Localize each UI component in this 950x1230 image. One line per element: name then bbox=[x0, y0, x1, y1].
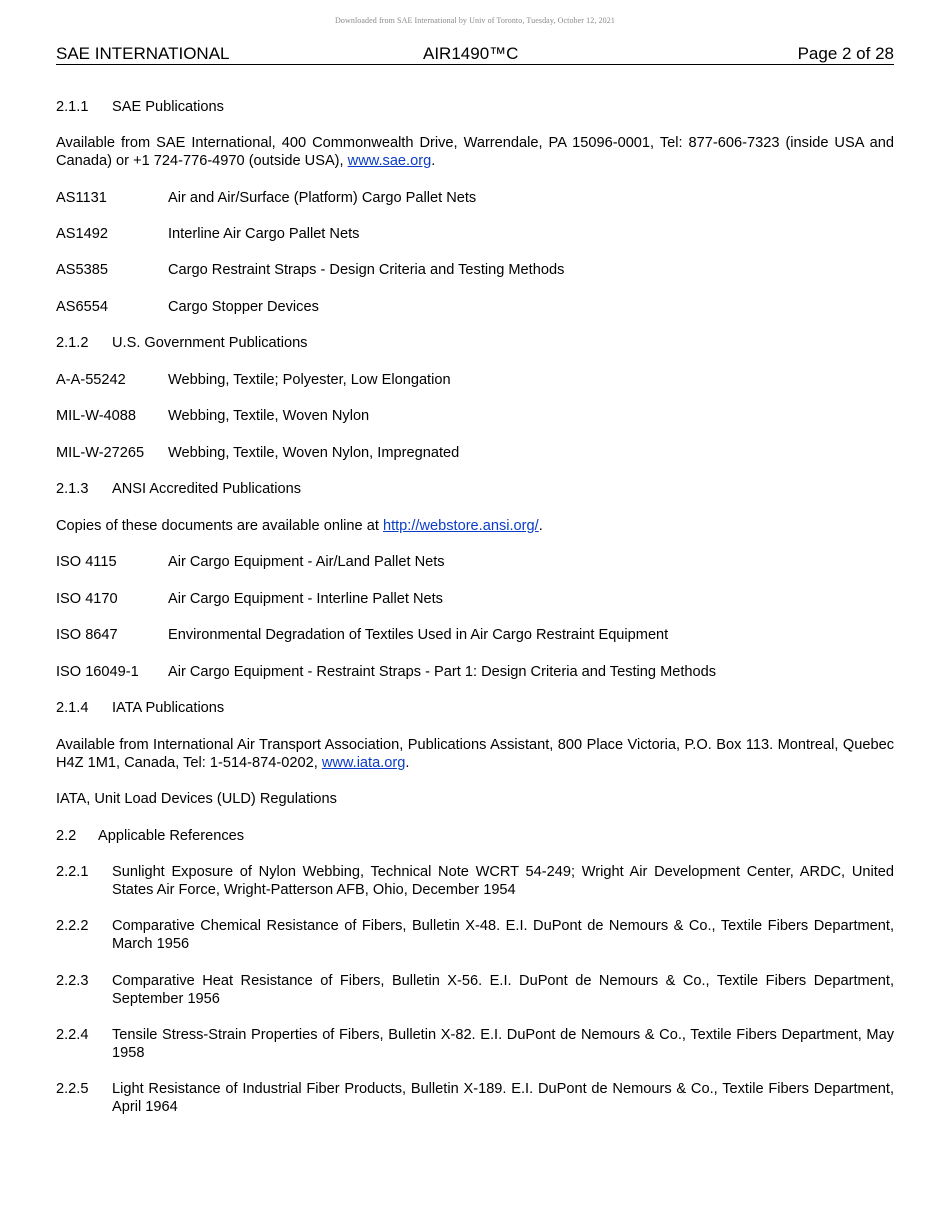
reference-number: 2.2.5 bbox=[56, 1081, 89, 1097]
paragraph-text: Available from SAE International, 400 Commonwealth Drive, Warrendale, PA 15096-0001, Tel: 877-606-7323 (inside USA and Canada) or +1 724-776-4970 (outside USA), bbox=[56, 135, 894, 169]
section-title: Applicable References bbox=[98, 828, 245, 844]
publication-title: Webbing, Textile; Polyester, Low Elongation bbox=[168, 372, 451, 388]
sae-availability-paragraph bbox=[56, 134, 894, 170]
section-number: 2.1.1 bbox=[56, 99, 89, 115]
section-number: 2.1.2 bbox=[56, 335, 89, 351]
publication-title: Air Cargo Equipment - Air/Land Pallet Nets bbox=[168, 554, 445, 570]
publication-code: MIL-W-4088 bbox=[56, 408, 137, 424]
publication-title: Cargo Stopper Devices bbox=[168, 299, 319, 315]
reference-text: Light Resistance of Industrial Fiber Products, Bulletin X-189. E.I. DuPont de Nemours & Co., Textile Fibers Department, April 1964 bbox=[112, 1081, 894, 1115]
publication-code: AS5385 bbox=[56, 262, 108, 278]
publication-title: Air and Air/Surface (Platform) Cargo Pallet Nets bbox=[168, 190, 477, 206]
paragraph-end: . bbox=[405, 755, 410, 771]
ansi-webstore-link[interactable]: http://webstore.ansi.org/ bbox=[382, 518, 539, 534]
paragraph-text: Available from International Air Transport Association, Publications Assistant, 800 Place Victoria, P.O. Box 113. Montreal, Quebec H4Z 1M1, Canada, Tel: 1-514-874-0202, bbox=[56, 737, 894, 771]
publisher-name: SAE INTERNATIONAL bbox=[56, 44, 230, 63]
reference-text: Comparative Heat Resistance of Fibers, Bulletin X-56. E.I. DuPont de Nemours & Co., Textile Fibers Department, September 1956 bbox=[112, 973, 894, 1007]
document-id: AIR1490™C bbox=[423, 44, 519, 63]
publication-title: Air Cargo Equipment - Restraint Straps - Part 1: Design Criteria and Testing Methods bbox=[168, 664, 717, 680]
publication-title: Environmental Degradation of Textiles Used in Air Cargo Restraint Equipment bbox=[168, 627, 669, 643]
section-title: IATA Publications bbox=[112, 700, 225, 716]
reference-number: 2.2.1 bbox=[56, 864, 89, 880]
sae-website-link[interactable]: www.sae.org bbox=[347, 153, 432, 169]
publication-code: AS6554 bbox=[56, 299, 108, 315]
section-title: ANSI Accredited Publications bbox=[112, 481, 302, 497]
iata-availability-paragraph bbox=[56, 736, 894, 772]
reference-item bbox=[56, 863, 894, 899]
reference-text: Sunlight Exposure of Nylon Webbing, Technical Note WCRT 54-249; Wright Air Development Center, ARDC, United States Air Force, Wright-Patterson AFB, Ohio, December 1954 bbox=[112, 864, 894, 898]
publication-code: ISO 8647 bbox=[56, 627, 118, 643]
publication-code: ISO 4115 bbox=[56, 554, 117, 570]
reference-item bbox=[56, 917, 894, 953]
publication-title: Webbing, Textile, Woven Nylon, Impregnated bbox=[168, 445, 460, 461]
paragraph-end: . bbox=[431, 153, 436, 169]
reference-number: 2.2.4 bbox=[56, 1027, 89, 1043]
section-number: 2.1.3 bbox=[56, 481, 89, 497]
paragraph-end: . bbox=[538, 518, 543, 534]
page-header bbox=[56, 44, 894, 65]
reference-item bbox=[56, 1080, 894, 1116]
reference-text: Tensile Stress-Strain Properties of Fibers, Bulletin X-82. E.I. DuPont de Nemours & Co., Textile Fibers Department, May 1958 bbox=[112, 1027, 894, 1061]
publication-code: ISO 4170 bbox=[56, 591, 118, 607]
reference-item bbox=[56, 972, 894, 1008]
section-number: 2.1.4 bbox=[56, 700, 89, 716]
ansi-availability-paragraph bbox=[56, 517, 894, 535]
publication-code: MIL-W-27265 bbox=[56, 445, 145, 461]
iata-website-link[interactable]: www.iata.org bbox=[321, 755, 406, 771]
section-number: 2.2 bbox=[56, 828, 77, 844]
download-watermark: Downloaded from SAE International by Univ of Toronto, Tuesday, October 12, 2021 bbox=[335, 16, 615, 25]
publication-code: AS1131 bbox=[56, 190, 107, 206]
reference-text: Comparative Chemical Resistance of Fibers, Bulletin X-48. E.I. DuPont de Nemours & Co., Textile Fibers Department, March 1956 bbox=[112, 918, 894, 952]
publication-title: Cargo Restraint Straps - Design Criteria and Testing Methods bbox=[168, 262, 565, 278]
reference-number: 2.2.2 bbox=[56, 918, 89, 934]
reference-number: 2.2.3 bbox=[56, 973, 89, 989]
publication-code: A-A-55242 bbox=[56, 372, 126, 388]
section-title: SAE Publications bbox=[112, 99, 224, 115]
reference-item bbox=[56, 1026, 894, 1062]
section-title: U.S. Government Publications bbox=[112, 335, 308, 351]
page-number: Page 2 of 28 bbox=[797, 44, 894, 63]
publication-title: Webbing, Textile, Woven Nylon bbox=[168, 408, 370, 424]
publication-title: IATA, Unit Load Devices (ULD) Regulations bbox=[56, 791, 337, 807]
iata-publication bbox=[56, 790, 894, 808]
publication-code: ISO 16049-1 bbox=[56, 664, 139, 680]
publication-code: AS1492 bbox=[56, 226, 108, 242]
publication-title: Air Cargo Equipment - Interline Pallet Nets bbox=[168, 591, 443, 607]
paragraph-text: Copies of these documents are available online at bbox=[56, 518, 383, 534]
publication-title: Interline Air Cargo Pallet Nets bbox=[168, 226, 360, 242]
